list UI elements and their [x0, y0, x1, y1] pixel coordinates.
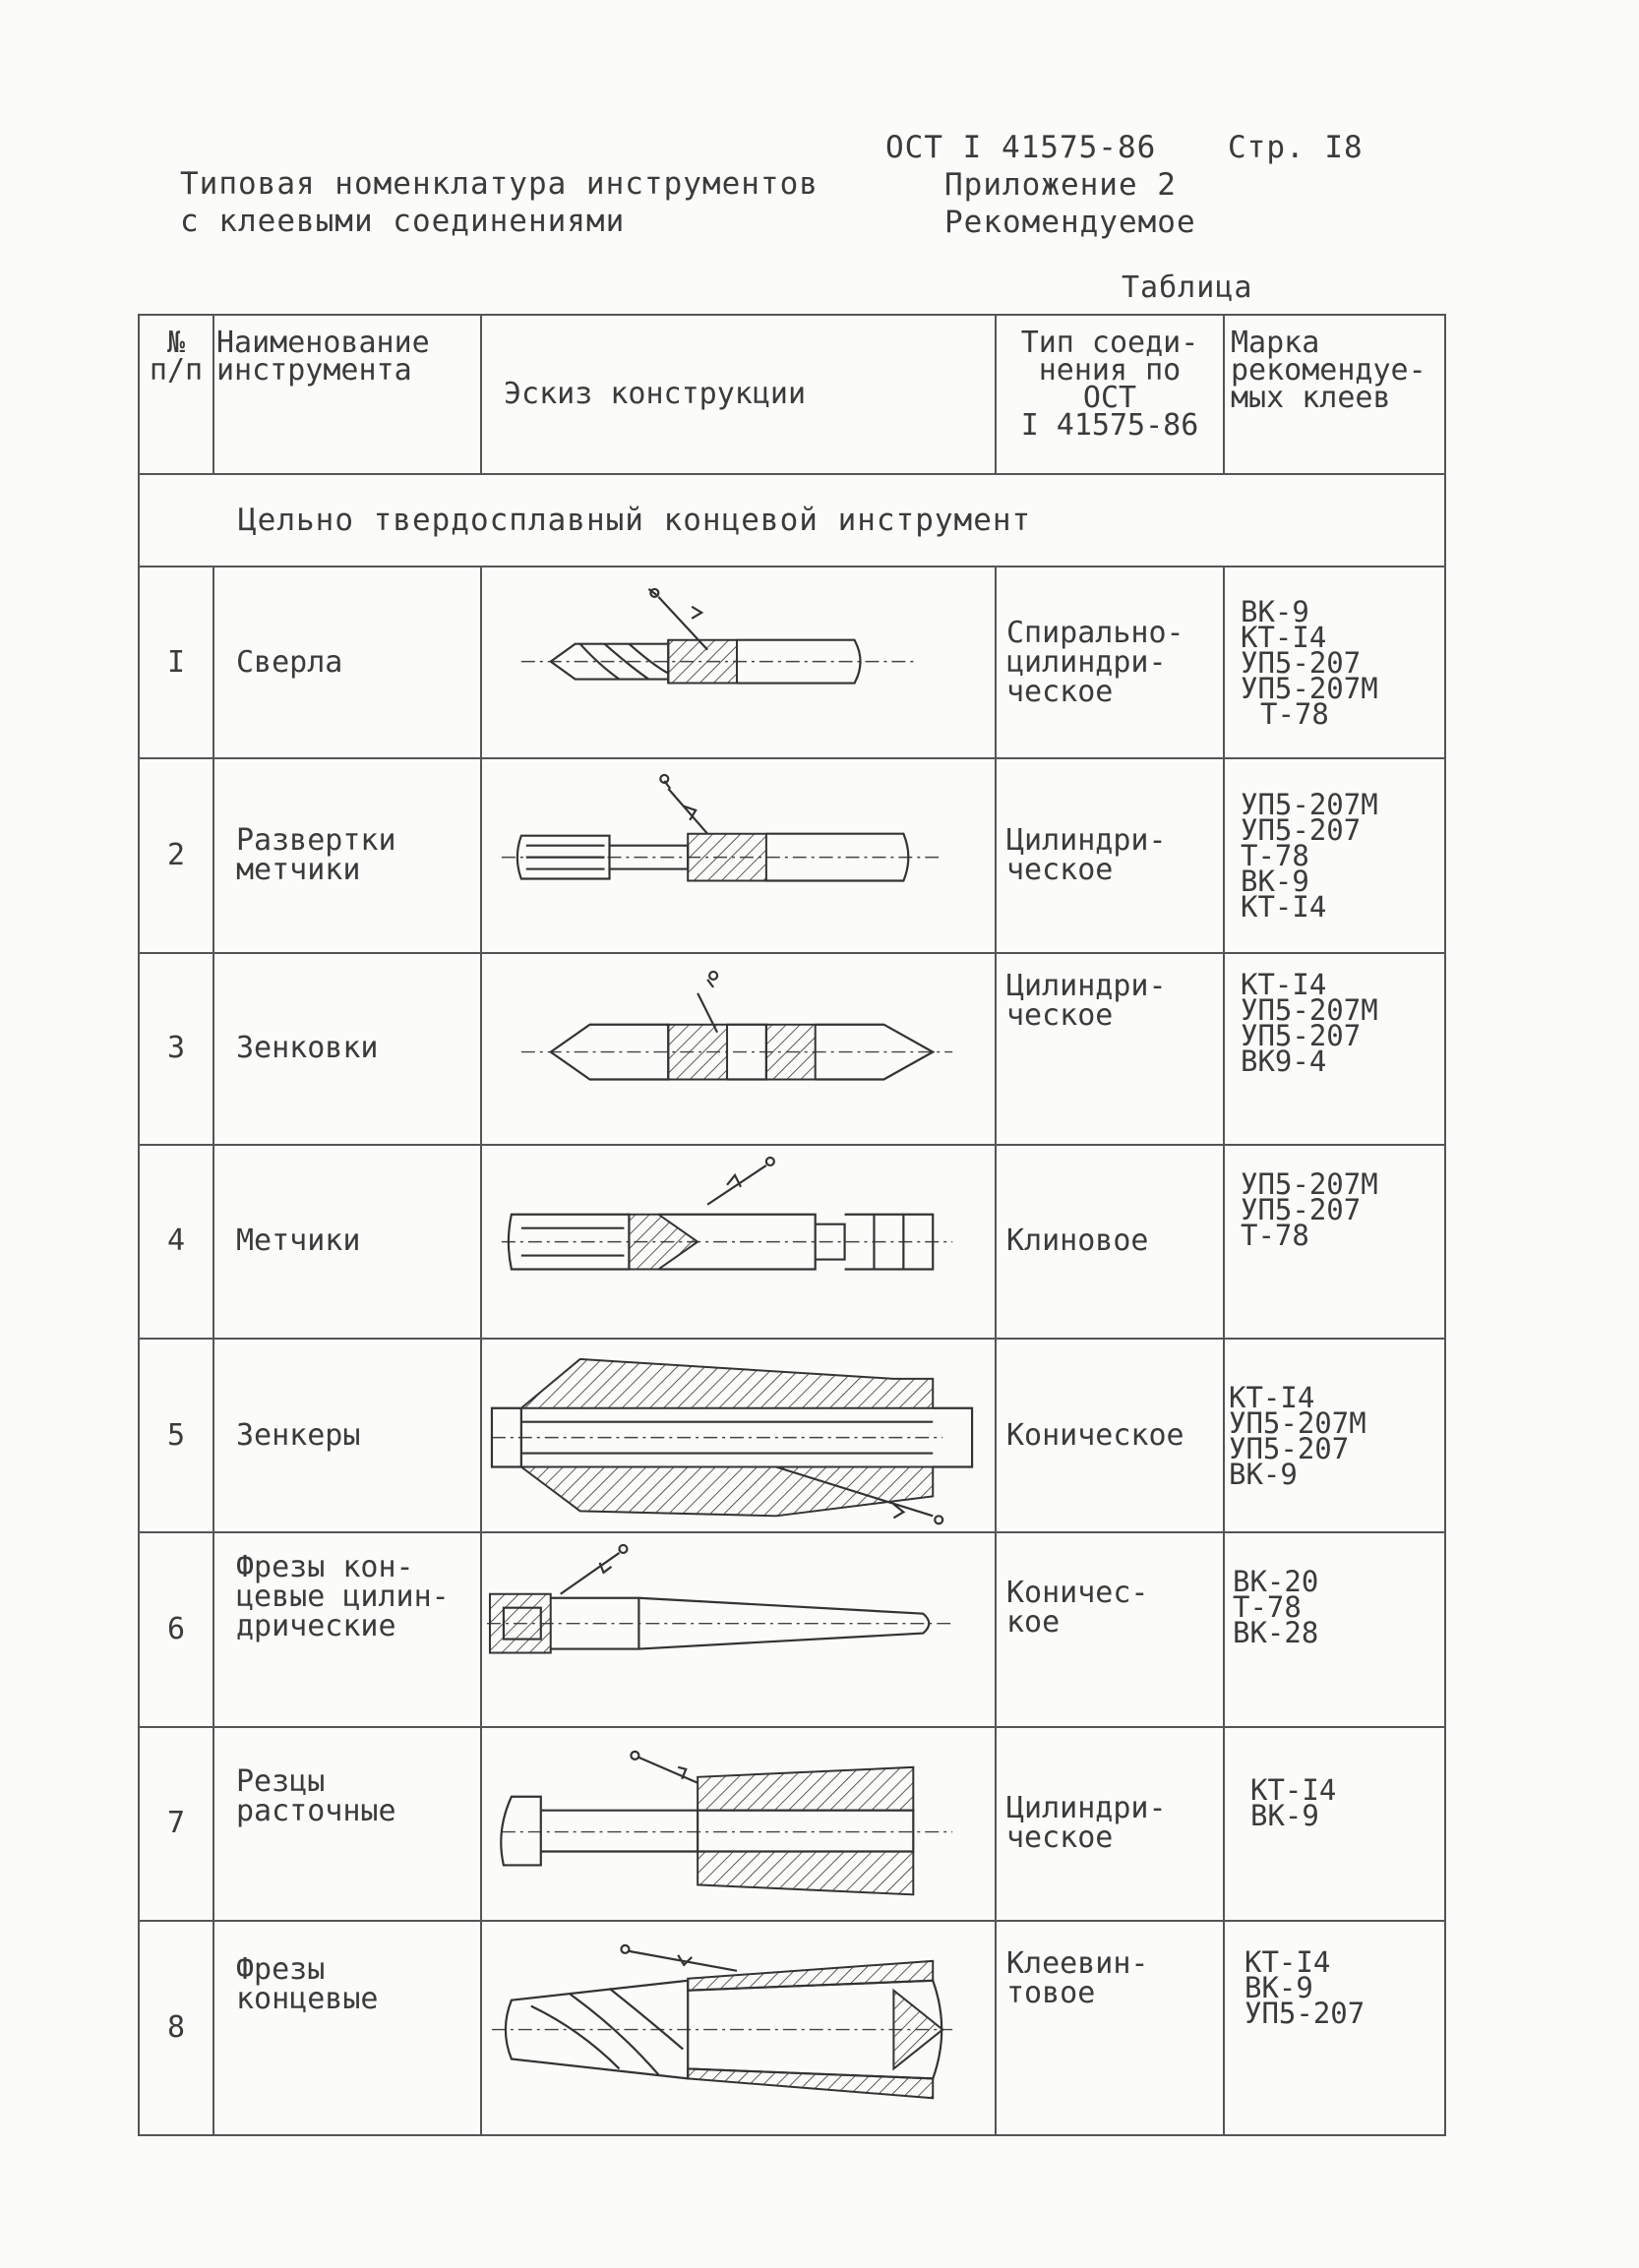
- table-row: [139, 1532, 1445, 1726]
- header-num: № п/п: [139, 315, 213, 474]
- tool-name: Развертки метчики: [213, 758, 481, 952]
- drill-sketch: [481, 567, 996, 758]
- tool-name: Зенкеры: [213, 1339, 481, 1532]
- end-mill-sketch: [481, 1921, 996, 2135]
- table-row: [139, 1145, 1445, 1339]
- tools-table: [138, 314, 1446, 2136]
- document-title: Типовая номенклатура инструментов с клеевыми соединениями: [180, 166, 819, 239]
- header-sketch: Эскиз конструкции: [481, 315, 996, 474]
- tool-name: Фрезы концевые: [213, 1921, 481, 2135]
- recommended-label: Рекомендуемое: [944, 205, 1196, 240]
- standard-code: ОСТ I 41575-86: [885, 130, 1157, 165]
- row-num: 2: [139, 758, 213, 952]
- tool-name: Сверла: [213, 567, 481, 758]
- boring-cutter-sketch: [481, 1727, 996, 1921]
- section-row: [139, 474, 1445, 567]
- glue-list: КТ-I4 УП5-207М УП5-207 ВК9-4: [1224, 953, 1445, 1145]
- table-row: [139, 953, 1445, 1145]
- joint-type: Клеевин- товое: [996, 1921, 1224, 2135]
- row-num: 5: [139, 1339, 213, 1532]
- header-name: Наименование инструмента: [213, 315, 481, 474]
- joint-type: Коническое: [996, 1339, 1224, 1532]
- row-num: 7: [139, 1727, 213, 1921]
- page-number: Стр. I8: [1228, 130, 1364, 165]
- table-caption: Таблица: [1122, 270, 1253, 305]
- table-row: [139, 1339, 1445, 1532]
- table-row: [139, 1921, 1445, 2135]
- header-glue: Марка рекомендуе- мых клеев: [1224, 315, 1445, 474]
- tap-sketch: [481, 1145, 996, 1339]
- joint-type: Клиновое: [996, 1145, 1224, 1339]
- glue-list: КТ-I4 УП5-207М УП5-207 ВК-9: [1224, 1339, 1445, 1532]
- counterbore-sketch: [481, 1339, 996, 1532]
- glue-list: ВК-20 Т-78 ВК-28: [1224, 1532, 1445, 1726]
- row-num: I: [139, 567, 213, 758]
- glue-list: УП5-207М УП5-207 Т-78 ВК-9 КТ-I4: [1224, 758, 1445, 952]
- glue-list: ВК-9 КТ-I4 УП5-207 УП5-207М Т-78: [1224, 567, 1445, 758]
- row-num: 8: [139, 1921, 213, 2135]
- joint-type: Цилиндри- ческое: [996, 953, 1224, 1145]
- table-row: [139, 1727, 1445, 1921]
- tool-name: Метчики: [213, 1145, 481, 1339]
- glue-list: КТ-I4 ВК-9 УП5-207: [1224, 1921, 1445, 2135]
- tool-name: Зенковки: [213, 953, 481, 1145]
- appendix-label: Приложение 2: [944, 167, 1177, 203]
- row-num: 3: [139, 953, 213, 1145]
- tool-name: Фрезы кон- цевые цилин- дрические: [213, 1532, 481, 1726]
- table-row: [139, 758, 1445, 952]
- glue-list: УП5-207М УП5-207 Т-78: [1224, 1145, 1445, 1339]
- header-type: Тип соеди- нения по ОСТ I 41575-86: [996, 315, 1224, 474]
- joint-type: Цилиндри- ческое: [996, 758, 1224, 952]
- section-title: Цельно твердосплавный концевой инструмент: [139, 474, 1445, 567]
- table-header-row: [139, 315, 1445, 474]
- countersink-sketch: [481, 953, 996, 1145]
- end-mill-cylindrical-sketch: [481, 1532, 996, 1726]
- reamer-sketch: [481, 758, 996, 952]
- table-row: [139, 567, 1445, 758]
- row-num: 6: [139, 1532, 213, 1726]
- glue-list: КТ-I4 ВК-9: [1224, 1727, 1445, 1921]
- joint-type: Коничес- кое: [996, 1532, 1224, 1726]
- row-num: 4: [139, 1145, 213, 1339]
- joint-type: Цилиндри- ческое: [996, 1727, 1224, 1921]
- tool-name: Резцы расточные: [213, 1727, 481, 1921]
- joint-type: Спирально- цилиндри- ческое: [996, 567, 1224, 758]
